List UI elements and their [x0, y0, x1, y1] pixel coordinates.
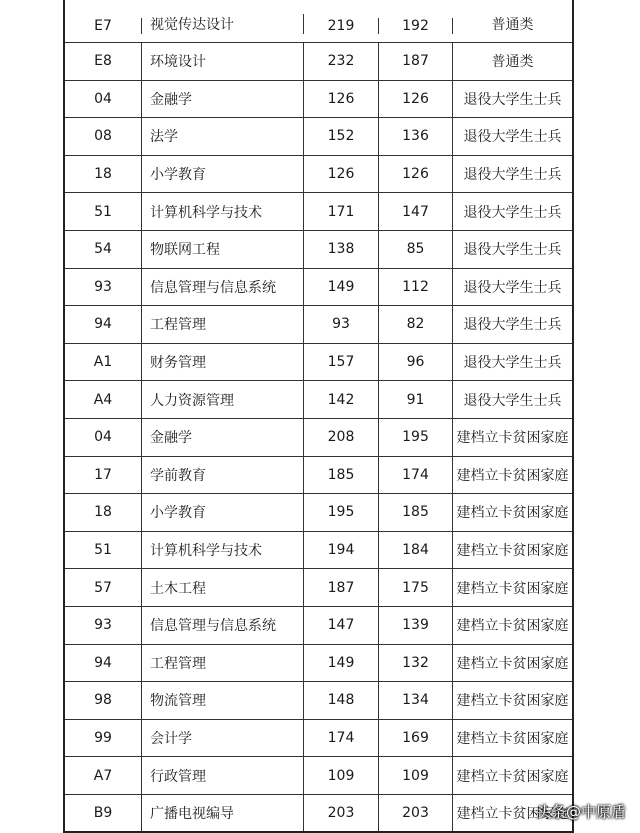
table-row — [65, 343, 572, 381]
admit-count-cell: 132 — [379, 645, 453, 682]
major-code-cell: 94 — [65, 306, 142, 343]
table-row — [65, 380, 572, 418]
category-cell: 退役大学生士兵 — [463, 167, 562, 184]
admit-count-cell: 96 — [379, 344, 453, 381]
major-code-cell: 04 — [65, 81, 142, 118]
category-cell: 建档立卡贫困家庭 — [456, 580, 569, 597]
major-code-cell: 17 — [65, 457, 142, 494]
table-row — [65, 230, 572, 268]
admit-count-cell: 192 — [379, 18, 453, 34]
admit-count-cell: 136 — [379, 118, 453, 155]
major-name-cell: 物联网工程 — [142, 231, 304, 268]
watermark: 头条@中原盾 — [535, 803, 626, 821]
major-name-cell: 信息管理与信息系统 — [142, 269, 304, 306]
admit-count-cell: 187 — [379, 43, 453, 80]
major-code-cell: 51 — [65, 532, 142, 569]
table-row — [65, 493, 572, 531]
major-code-cell: 99 — [65, 720, 142, 757]
plan-count-cell: 126 — [304, 81, 379, 118]
table-row — [65, 719, 572, 757]
major-code-cell: A1 — [65, 344, 142, 381]
category-cell: 退役大学生士兵 — [463, 242, 562, 259]
major-name-cell: 财务管理 — [142, 344, 304, 381]
major-code-cell: E7 — [65, 18, 142, 34]
plan-count-cell: 171 — [304, 193, 379, 230]
major-code-cell: 93 — [65, 269, 142, 306]
plan-count-cell: 149 — [304, 645, 379, 682]
major-code-cell: 98 — [65, 682, 142, 719]
admit-count-cell: 82 — [379, 306, 453, 343]
category-cell: 退役大学生士兵 — [463, 392, 562, 409]
admit-count-cell: 112 — [379, 269, 453, 306]
category-cell: 建档立卡贫困家庭 — [456, 655, 569, 672]
major-name-cell: 会计学 — [142, 720, 304, 757]
category-cell: 建档立卡贫困家庭 — [456, 693, 569, 710]
category-cell: 建档立卡贫困家庭 — [456, 730, 569, 747]
major-code-cell: E8 — [65, 43, 142, 80]
admit-count-cell: 185 — [379, 494, 453, 531]
major-code-cell: A7 — [65, 757, 142, 794]
table-row — [65, 80, 572, 118]
table-row — [65, 756, 572, 794]
admit-count-cell: 195 — [379, 419, 453, 456]
category-cell: 普通类 — [491, 54, 534, 71]
major-name-cell: 学前教育 — [142, 457, 304, 494]
major-name-cell: 法学 — [142, 118, 304, 155]
major-name-cell: 行政管理 — [142, 757, 304, 794]
major-name-cell: 土木工程 — [142, 569, 304, 606]
table-row — [65, 418, 572, 456]
category-cell: 建档立卡贫困家庭 — [456, 505, 569, 522]
plan-count-cell: 152 — [304, 118, 379, 155]
plan-count-cell: 157 — [304, 344, 379, 381]
category-cell: 建档立卡贫困家庭 — [456, 543, 569, 560]
major-code-cell: 54 — [65, 231, 142, 268]
major-code-cell: 51 — [65, 193, 142, 230]
major-name-cell: 物流管理 — [142, 682, 304, 719]
admit-count-cell: 169 — [379, 720, 453, 757]
category-cell: 建档立卡贫困家庭 — [456, 806, 569, 823]
plan-count-cell: 148 — [304, 682, 379, 719]
major-name-cell: 视觉传达设计 — [142, 14, 304, 34]
admit-count-cell: 134 — [379, 682, 453, 719]
plan-count-cell: 195 — [304, 494, 379, 531]
category-cell: 退役大学生士兵 — [463, 129, 562, 146]
plan-count-cell: 185 — [304, 457, 379, 494]
admission-table — [63, 0, 574, 833]
plan-count-cell: 126 — [304, 156, 379, 193]
table-row — [65, 155, 572, 193]
admit-count-cell: 85 — [379, 231, 453, 268]
plan-count-cell: 93 — [304, 306, 379, 343]
admit-count-cell: 184 — [379, 532, 453, 569]
table-row — [65, 681, 572, 719]
category-cell: 建档立卡贫困家庭 — [456, 618, 569, 635]
plan-count-cell: 142 — [304, 381, 379, 418]
major-name-cell: 小学教育 — [142, 156, 304, 193]
major-name-cell: 信息管理与信息系统 — [142, 607, 304, 644]
admit-count-cell: 174 — [379, 457, 453, 494]
category-cell: 退役大学生士兵 — [463, 204, 562, 221]
category-cell: 建档立卡贫困家庭 — [456, 768, 569, 785]
plan-count-cell: 174 — [304, 720, 379, 757]
major-name-cell: 工程管理 — [142, 645, 304, 682]
category-cell: 退役大学生士兵 — [463, 355, 562, 372]
major-code-cell: 57 — [65, 569, 142, 606]
major-name-cell: 计算机科学与技术 — [142, 532, 304, 569]
major-code-cell: 93 — [65, 607, 142, 644]
table-row — [65, 268, 572, 306]
major-name-cell: 广播电视编导 — [142, 795, 304, 832]
major-name-cell: 工程管理 — [142, 306, 304, 343]
major-code-cell: 94 — [65, 645, 142, 682]
admit-count-cell: 126 — [379, 156, 453, 193]
category-cell: 建档立卡贫困家庭 — [456, 430, 569, 447]
major-name-cell: 人力资源管理 — [142, 381, 304, 418]
major-name-cell: 环境设计 — [142, 43, 304, 80]
table-row — [65, 42, 572, 80]
major-code-cell: 04 — [65, 419, 142, 456]
major-code-cell: 18 — [65, 156, 142, 193]
category-cell: 建档立卡贫困家庭 — [456, 467, 569, 484]
category-cell: 退役大学生士兵 — [463, 91, 562, 108]
category-cell: 退役大学生士兵 — [463, 317, 562, 334]
table-row — [65, 117, 572, 155]
admit-count-cell: 109 — [379, 757, 453, 794]
plan-count-cell: 149 — [304, 269, 379, 306]
major-code-cell: A4 — [65, 381, 142, 418]
plan-count-cell: 208 — [304, 419, 379, 456]
table-row — [65, 606, 572, 644]
major-code-cell: 08 — [65, 118, 142, 155]
table-row — [65, 305, 572, 343]
table-row — [65, 192, 572, 230]
major-code-cell: B9 — [65, 795, 142, 832]
plan-count-cell: 138 — [304, 231, 379, 268]
plan-count-cell: 194 — [304, 532, 379, 569]
plan-count-cell: 219 — [304, 18, 379, 34]
admit-count-cell: 91 — [379, 381, 453, 418]
admit-count-cell: 126 — [379, 81, 453, 118]
table-row — [65, 794, 572, 832]
category-cell: 退役大学生士兵 — [463, 279, 562, 296]
plan-count-cell: 232 — [304, 43, 379, 80]
table-row — [65, 568, 572, 606]
major-name-cell: 金融学 — [142, 81, 304, 118]
table-row — [65, 456, 572, 494]
major-name-cell: 金融学 — [142, 419, 304, 456]
plan-count-cell: 147 — [304, 607, 379, 644]
plan-count-cell: 187 — [304, 569, 379, 606]
admit-count-cell: 175 — [379, 569, 453, 606]
admit-count-cell: 203 — [379, 795, 453, 832]
category-cell: 普通类 — [491, 17, 534, 33]
table-row — [65, 0, 572, 42]
major-name-cell: 小学教育 — [142, 494, 304, 531]
major-name-cell: 计算机科学与技术 — [142, 193, 304, 230]
major-code-cell: 18 — [65, 494, 142, 531]
admit-count-cell: 139 — [379, 607, 453, 644]
admit-count-cell: 147 — [379, 193, 453, 230]
table-row — [65, 531, 572, 569]
table-row — [65, 644, 572, 682]
plan-count-cell: 109 — [304, 757, 379, 794]
plan-count-cell: 203 — [304, 795, 379, 832]
